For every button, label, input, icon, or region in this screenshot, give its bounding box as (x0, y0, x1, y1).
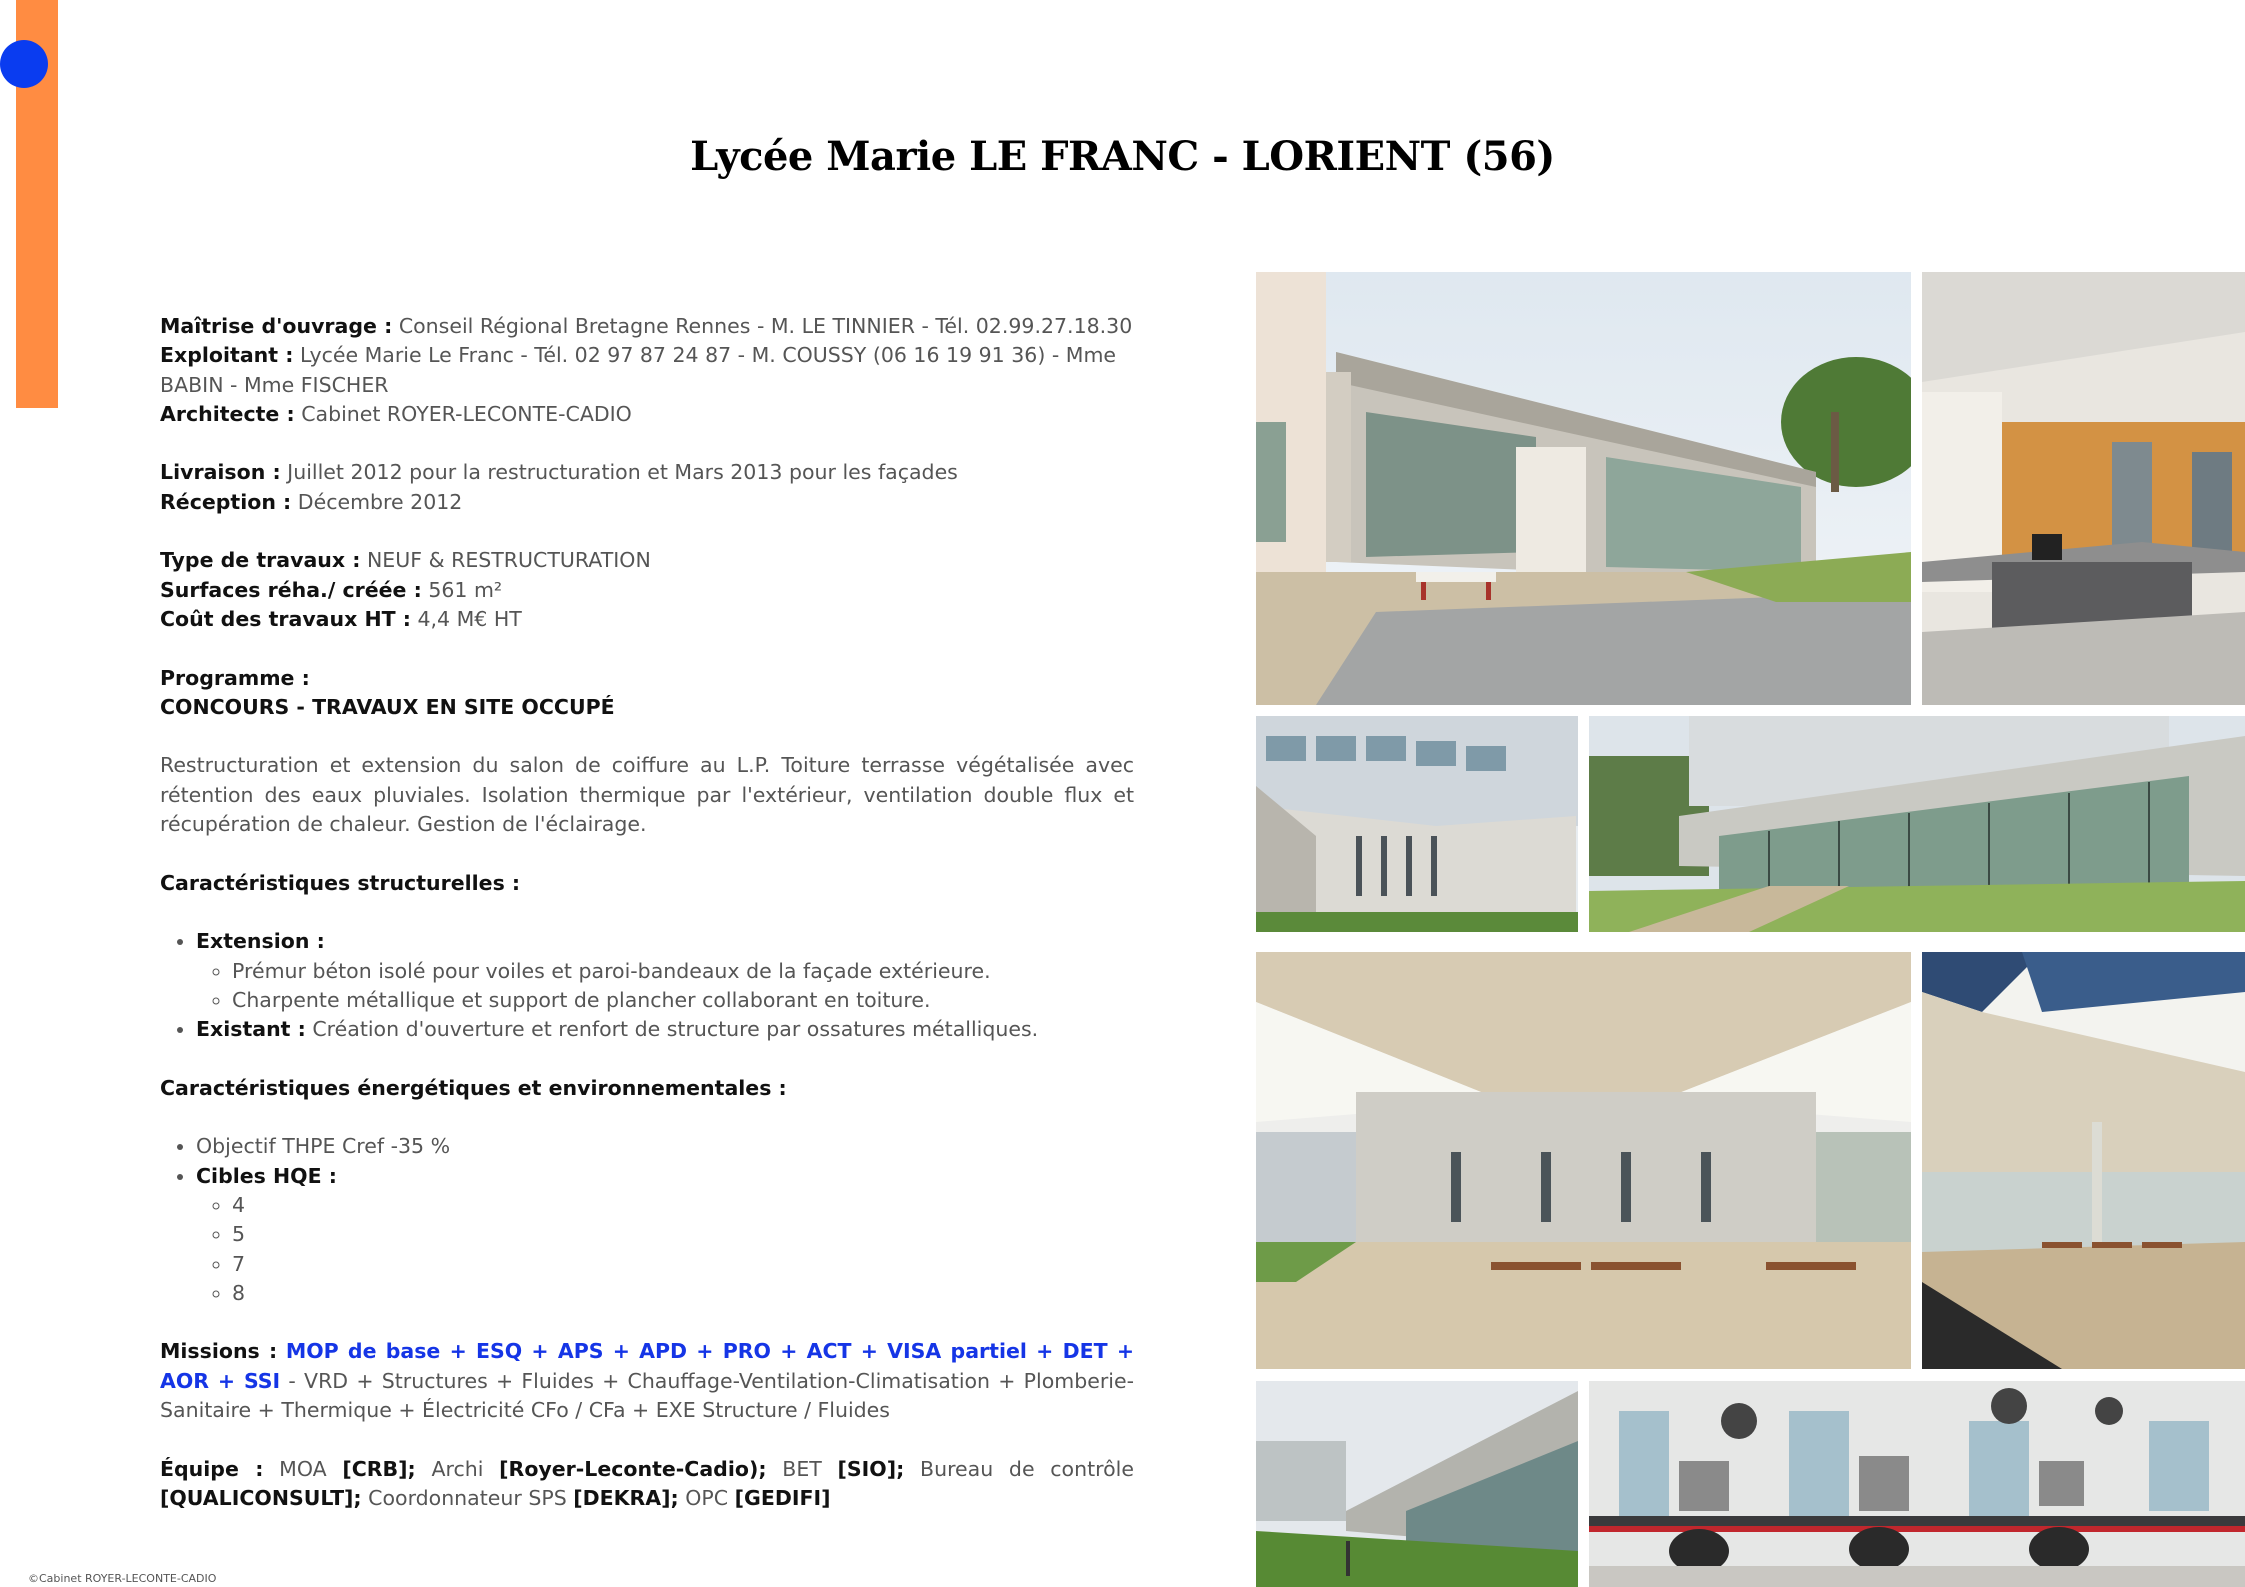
project-details (160, 312, 1134, 1513)
architecte-value: Cabinet ROYER-LECONTE-CADIO (301, 401, 632, 426)
list-item: ◦ Charpente métallique et support de plancher collaborant en toiture. (232, 986, 1134, 1015)
missions-rest: - VRD + Structures + Fluides + Chauffage-Ventilation-Climatisation + Plomberie-Sanitaire + Thermique + Électricité CFo / CFa + EXE Structure / Fluides (160, 1368, 1134, 1422)
maitrise-line (160, 312, 1134, 341)
extension-sublist (196, 957, 1134, 1016)
reception-value: Décembre 2012 (297, 489, 463, 514)
equipe-paragraph: Équipe : MOA [CRB]; Archi [Royer-Leconte-Cadio); BET [SIO]; Bureau de contrôle [QUALICONSULT]; Coordonnateur SPS [DEKRA]; OPC [GEDIFI] (160, 1456, 1134, 1510)
list-item: ◦ 4 (232, 1191, 1134, 1220)
livraison-label: Livraison : (160, 460, 281, 485)
architecte-line (160, 400, 1134, 429)
livraison-value: Juillet 2012 pour la restructuration et Mars 2013 pour les façades (287, 460, 958, 485)
programme-description: Restructuration et extension du salon de coiffure au L.P. Toiture terrasse végétalisée avec rétention des eaux pluviales. Isolation thermique par l'extérieur, ventilation double flux et récupération de chaleur. Gestion de l'éclairage. (160, 753, 1134, 837)
cout-value: 4,4 M€ HT (417, 606, 522, 631)
list-item: • Extension : ◦ Prémur béton isolé pour voiles et paroi-bandeaux de la façade extérieure. ◦ Charpente métallique et support de plancher collaborant en toiture. (196, 927, 1134, 1015)
surfaces-label: Surfaces réha./ créée : (160, 577, 422, 602)
exploitant-label: Exploitant : (160, 343, 294, 368)
energie-list (160, 1132, 1134, 1308)
exploitant-line (160, 341, 1134, 400)
cibles-sublist (196, 1191, 1134, 1308)
surfaces-value: 561 m² (428, 577, 503, 602)
list-item: ◦ 7 (232, 1250, 1134, 1279)
photo-canopy (1922, 952, 2245, 1369)
energie-heading: Caractéristiques énergétiques et environnementales : (160, 1075, 787, 1100)
structure-list (160, 927, 1134, 1044)
reception-label: Réception : (160, 489, 292, 514)
missions-highlight: MOP de base + ESQ + APS + APD + PRO + ACT + VISA partiel + DET + AOR + SSI (160, 1339, 1134, 1393)
programme-heading: Programme : (160, 665, 310, 690)
maitrise-value: Conseil Régional Bretagne Rennes - M. LE TINNIER - Tél. 02.99.27.18.30 (398, 314, 1133, 338)
programme-subtitle: CONCOURS - TRAVAUX EN SITE OCCUPÉ (160, 694, 615, 719)
page-title: Lycée Marie LE FRANC - LORIENT (56) (690, 133, 1555, 180)
photo-side-facade (1256, 1381, 1578, 1587)
reception-line (160, 488, 1134, 517)
architecte-label: Architecte : (160, 401, 295, 426)
list-item: ◦ 5 (232, 1220, 1134, 1249)
maitrise-label: Maîtrise d'ouvrage : (160, 314, 393, 338)
structure-heading: Caractéristiques structurelles : (160, 870, 521, 895)
photo-facade (1256, 272, 1911, 705)
list-item: • Objectif THPE Cref -35 % (196, 1132, 1134, 1161)
livraison-line (160, 458, 1134, 487)
photo-glazed-facade (1589, 716, 2245, 932)
type-value: NEUF & RESTRUCTURATION (366, 548, 651, 573)
photo-covered-courtyard (1256, 952, 1911, 1369)
list-item: • Existant : Création d'ouverture et renfort de structure par ossatures métalliques. (196, 1015, 1134, 1044)
cout-label: Coût des travaux HT : (160, 606, 411, 631)
list-item: • Cibles HQE : ◦ 4 ◦ 5 ◦ 7 ◦ 8 (196, 1162, 1134, 1308)
list-item: ◦ Prémur béton isolé pour voiles et paroi-bandeaux de la façade extérieure. (232, 957, 1134, 986)
photo-extension (1256, 716, 1578, 932)
photo-hair-salon (1589, 1381, 2245, 1587)
cout-line (160, 605, 1134, 634)
missions-paragraph: Missions : MOP de base + ESQ + APS + APD + PRO + ACT + VISA partiel + DET + AOR + SSI - VRD + Structures + Fluides + Chauffage-Ventilation-Climatisation + Plomberie-Sanitaire + Thermique + Électricité CFo / CFa + EXE Structure / Fluides (160, 1339, 1134, 1422)
list-item: ◦ 8 (232, 1279, 1134, 1308)
surfaces-line (160, 576, 1134, 605)
exploitant-value: Lycée Marie Le Franc - Tél. 02 97 87 24 87 - M. COUSSY (06 16 19 91 36) - Mme BABIN - Mme FISCHER (160, 343, 1117, 397)
photo-reception (1922, 272, 2245, 705)
type-line (160, 546, 1134, 575)
copyright-footer: ©Cabinet ROYER-LECONTE-CADIO (28, 1572, 217, 1585)
accent-dot (0, 40, 48, 88)
type-label: Type de travaux : (160, 548, 361, 573)
